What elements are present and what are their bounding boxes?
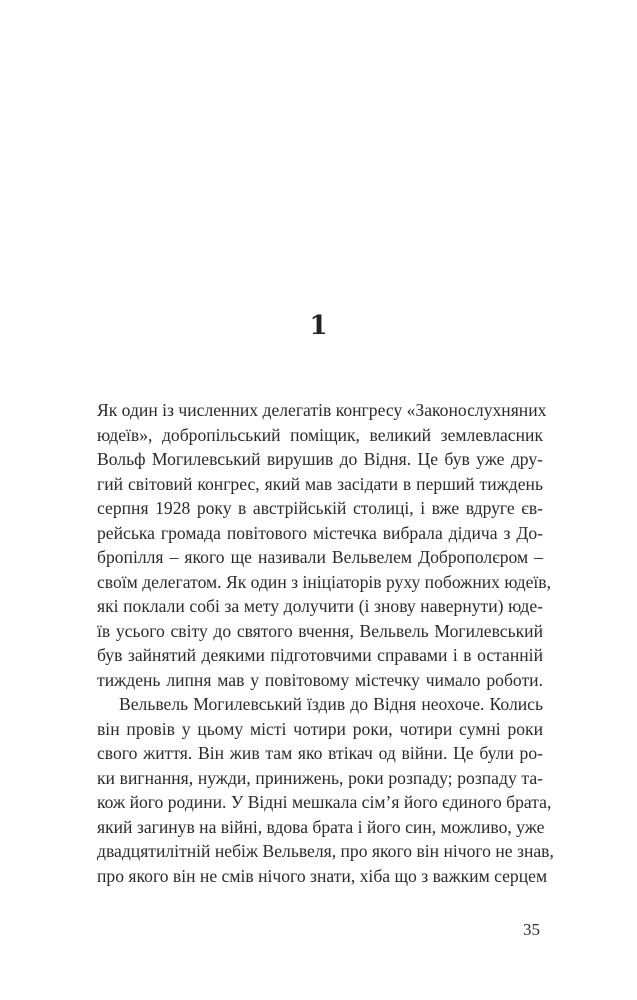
text-line: свого життя. Він жив там яко втікач од війни. Це були ро- xyxy=(97,743,543,763)
text-line: ки вигнання, нужди, принижень, роки розпаду; розпаду та- xyxy=(97,767,543,788)
text-line: рейська громада повітового містечка вибрала дідича з До- xyxy=(97,522,543,543)
body-text xyxy=(97,398,554,888)
text-line: кож його родини. У Відні мешкала сім’я його єдиного брата, xyxy=(97,792,552,812)
text-line: про якого він не смів нічого знати, хіба що з важким серцем xyxy=(97,865,548,886)
paragraph xyxy=(97,692,554,888)
text-line: своїм делегатом. Як один з ініціаторів руху побожних юдеїв, xyxy=(97,571,551,592)
text-line: бропілля – якого ще називали Вельвелем Доброполєром – xyxy=(97,547,543,567)
text-line: Вельвель Могилевський їздив до Відня неохоче. Колись xyxy=(119,694,543,714)
text-line: серпня 1928 року в австрійській столиці, і вже вдруге єв- xyxy=(97,498,543,518)
text-line: Як один із численних делегатів конгресу «Законослухняних xyxy=(97,400,547,420)
text-line: був зайнятий деякими підготовчими справами і в останній xyxy=(97,645,543,665)
paragraph xyxy=(97,398,551,692)
text-line: двадцятилітній небіж Вельвеля, про якого він нічого не знав, xyxy=(97,841,554,861)
text-line: Вольф Могилевський вирушив до Відня. Це був уже дру- xyxy=(97,449,543,469)
page-number: 35 xyxy=(523,920,540,939)
text-line: їв усього світу до святого вчення, Вельвель Могилевський xyxy=(97,620,543,641)
text-line: які поклали собі за мету долучити (і знову навернути) юде- xyxy=(97,596,543,616)
text-line: юдеїв», добропільський поміщик, великий землевласник xyxy=(97,424,543,445)
chapter-number: 1 xyxy=(309,311,328,341)
text-line: який загинув на війні, вдова брата і його син, можливо, уже xyxy=(97,816,545,837)
text-line: він провів у цьому місті чотири роки, чотири сумні роки xyxy=(97,718,543,739)
text-line: тиждень липня мав у повітовому містечку чимало роботи. xyxy=(97,669,543,690)
text-line: гий світовий конгрес, який мав засідати в перший тиждень xyxy=(97,473,543,494)
